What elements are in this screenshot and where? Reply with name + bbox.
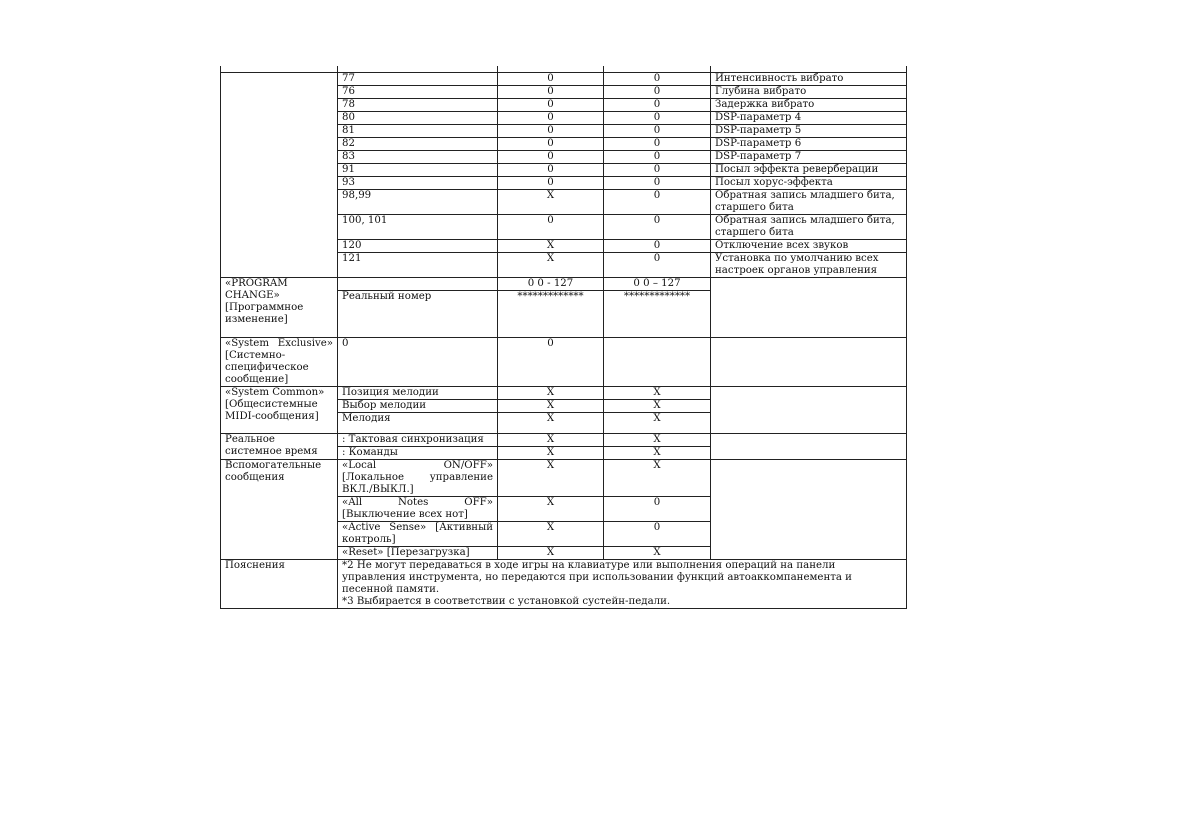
system-common-rx: X <box>604 400 711 413</box>
realtime-name: : Тактовая синхронизация <box>338 434 498 447</box>
cc-description: Задержка вибрато <box>711 99 907 112</box>
cc-transmitted: 0 <box>498 86 604 99</box>
system-exclusive-value: 0 <box>338 338 498 387</box>
aux-tx: X <box>498 497 604 522</box>
cc-recognized: 0 <box>604 73 711 86</box>
cc-description: Отключение всех звуков <box>711 240 907 253</box>
cc-recognized: 0 <box>604 177 711 190</box>
cc-recognized: 0 <box>604 99 711 112</box>
cc-description: Интенсивность вибрато <box>711 73 907 86</box>
aux-name: «Local ON/OFF» [Локальное управление ВКЛ./ВЫКЛ.] <box>338 460 498 497</box>
cc-description: Установка по умолчанию всех настроек органов управления <box>711 253 907 278</box>
system-common-rx: X <box>604 387 711 400</box>
table-row <box>221 387 907 400</box>
system-common-label: «System Common» [Общесистемные MIDI-сообщения] <box>221 387 338 434</box>
cc-number: 83 <box>338 151 498 164</box>
cc-transmitted: X <box>498 240 604 253</box>
cc-description: Обратная запись младшего бита, старшего бита <box>711 215 907 240</box>
cc-description: Глубина вибрато <box>711 86 907 99</box>
cc-recognized: 0 <box>604 190 711 215</box>
system-common-tx: X <box>498 413 604 434</box>
cc-recognized: 0 <box>604 112 711 125</box>
aux-tx: X <box>498 460 604 497</box>
cc-recognized: 0 <box>604 151 711 164</box>
aux-tx: X <box>498 547 604 560</box>
aux-name: «Active Sense» [Активный контроль] <box>338 522 498 547</box>
cc-transmitted: 0 <box>498 177 604 190</box>
aux-tx: X <box>498 522 604 547</box>
cc-description: DSP-параметр 4 <box>711 112 907 125</box>
cc-transmitted: 0 <box>498 138 604 151</box>
realtime-rx: X <box>604 447 711 460</box>
program-change-range-rx: 0 0 – 127 <box>604 278 711 291</box>
program-change-real-number: Реальный номер <box>338 291 498 338</box>
cc-description: DSP-параметр 7 <box>711 151 907 164</box>
cc-number: 100, 101 <box>338 215 498 240</box>
cc-transmitted: 0 <box>498 164 604 177</box>
cc-description: Посыл эффекта реверберации <box>711 164 907 177</box>
note-2: *2 Не могут передаваться в ходе игры на клавиатуре или выполнения операций на панели управления инструмента, но передаются при использовании функций автоаккомпанемента и песенной памяти. <box>342 560 852 595</box>
aux-rx: X <box>604 547 711 560</box>
midi-implementation-sheet <box>220 66 906 609</box>
cc-transmitted: 0 <box>498 99 604 112</box>
cc-transmitted: 0 <box>498 73 604 86</box>
aux-rx: 0 <box>604 497 711 522</box>
cc-number: 78 <box>338 99 498 112</box>
realtime-tx: X <box>498 434 604 447</box>
table-row <box>221 73 907 86</box>
note-3: *3 Выбирается в соответствии с установкой сустейн-педали. <box>342 596 671 607</box>
cc-number: 91 <box>338 164 498 177</box>
notes-content <box>338 560 907 609</box>
system-exclusive-label: «System Exclusive» [Системно-специфическое сообщение] <box>221 338 338 387</box>
cc-number: 121 <box>338 253 498 278</box>
cc-description: Обратная запись младшего бита, старшего бита <box>711 190 907 215</box>
cc-recognized: 0 <box>604 253 711 278</box>
cc-number: 80 <box>338 112 498 125</box>
cc-transmitted: X <box>498 190 604 215</box>
aux-label: Вспомогательные сообщения <box>221 460 338 560</box>
realtime-rx: X <box>604 434 711 447</box>
system-common-name: Мелодия <box>338 413 498 434</box>
system-common-tx: X <box>498 387 604 400</box>
system-exclusive-row <box>221 338 907 387</box>
midi-implementation-table <box>220 66 907 609</box>
notes-label: Пояснения <box>221 560 338 609</box>
control-change-group-cell <box>221 73 338 278</box>
cc-number: 93 <box>338 177 498 190</box>
cc-description: DSP-параметр 6 <box>711 138 907 151</box>
cc-recognized: 0 <box>604 125 711 138</box>
program-change-stars-tx: ************* <box>498 291 604 338</box>
notes-row <box>221 560 907 609</box>
realtime-tx: X <box>498 447 604 460</box>
aux-name: «Reset» [Перезагрузка] <box>338 547 498 560</box>
program-change-range-tx: 0 0 - 127 <box>498 278 604 291</box>
program-change-range-row <box>221 278 907 291</box>
cc-transmitted: X <box>498 253 604 278</box>
cc-number: 82 <box>338 138 498 151</box>
cc-number: 81 <box>338 125 498 138</box>
cc-recognized: 0 <box>604 86 711 99</box>
system-common-rx: X <box>604 413 711 434</box>
system-common-name: Позиция мелодии <box>338 387 498 400</box>
table-row <box>221 460 907 497</box>
cc-description: DSP-параметр 5 <box>711 125 907 138</box>
cc-transmitted: 0 <box>498 215 604 240</box>
cc-description: Посыл хорус-эффекта <box>711 177 907 190</box>
realtime-label: Реальное системное время <box>221 434 338 460</box>
cc-recognized: 0 <box>604 240 711 253</box>
cc-transmitted: 0 <box>498 151 604 164</box>
system-common-tx: X <box>498 400 604 413</box>
cc-number: 76 <box>338 86 498 99</box>
cc-recognized: 0 <box>604 215 711 240</box>
system-common-name: Выбор мелодии <box>338 400 498 413</box>
aux-rx: 0 <box>604 522 711 547</box>
program-change-stars-rx: ************* <box>604 291 711 338</box>
aux-name: «All Notes OFF» [Выключение всех нот] <box>338 497 498 522</box>
table-row <box>221 434 907 447</box>
cc-recognized: 0 <box>604 138 711 151</box>
program-change-label: «PROGRAM CHANGE» [Программное изменение] <box>221 278 338 338</box>
aux-rx: X <box>604 460 711 497</box>
cc-number: 77 <box>338 73 498 86</box>
cc-number: 98,99 <box>338 190 498 215</box>
cc-number: 120 <box>338 240 498 253</box>
realtime-name: : Команды <box>338 447 498 460</box>
cc-transmitted: 0 <box>498 125 604 138</box>
system-exclusive-tx: 0 <box>498 338 604 387</box>
cc-transmitted: 0 <box>498 112 604 125</box>
cc-recognized: 0 <box>604 164 711 177</box>
